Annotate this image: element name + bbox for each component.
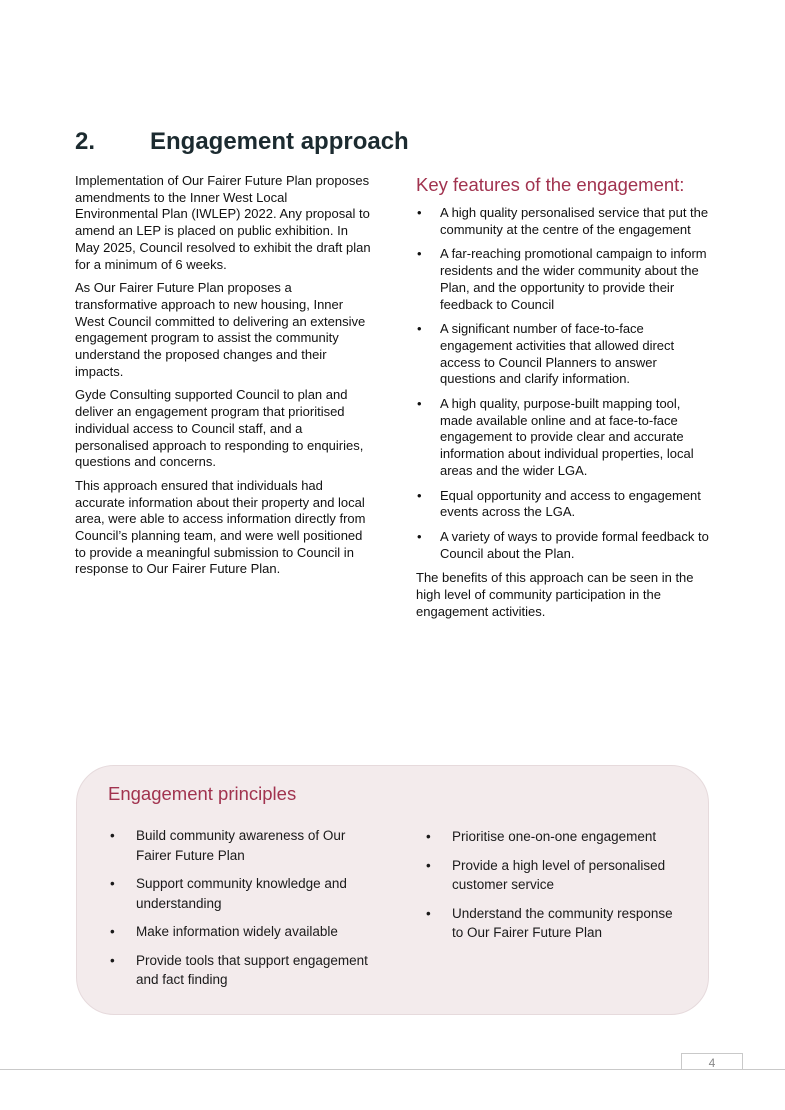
list-item	[424, 856, 684, 895]
bullet-icon: •	[110, 952, 115, 968]
bullet-icon: •	[426, 857, 431, 873]
list-item-text: Support community knowledge and understanding	[136, 876, 347, 911]
section-heading	[75, 128, 409, 156]
bullet-icon: •	[417, 396, 422, 412]
intro-paragraph: This approach ensured that individuals had accurate information about their property and local area, were able to access information directly from Council’s planning team, and were well positioned to provide a meaningful submission to Council in response to Our Fairer Future Plan.	[75, 477, 366, 577]
list-item-text: Provide tools that support engagement and fact finding	[136, 952, 368, 987]
bullet-icon: •	[110, 828, 115, 843]
list-item-text: Equal opportunity and access to engagement events across the LGA.	[440, 487, 701, 520]
list-item-text: A variety of ways to provide formal feedback to Council about the Plan.	[440, 528, 709, 561]
list-item-text: Prioritise one-on-one engagement	[452, 829, 657, 844]
section-number: 2.	[75, 128, 96, 155]
key-features-closing: The benefits of this approach can be seen in the high level of community participation in the engagement activities.	[416, 570, 694, 619]
key-features-column	[416, 173, 712, 620]
list-item	[424, 904, 684, 943]
list-item-text: Provide a high level of personalised customer service	[452, 857, 666, 892]
engagement-principles-panel	[76, 765, 709, 1015]
intro-paragraph: As Our Fairer Future Plan proposes a transformative approach to new housing, Inner West Council committed to delivering an extensive engagement program to assist the community understand the proposed changes and their impacts.	[75, 280, 366, 379]
section-title: Engagement approach	[150, 128, 409, 155]
list-item-text: A high quality personalised service that put the community at the centre of the engagement	[440, 205, 709, 237]
list-item	[416, 205, 712, 238]
list-item-text: A significant number of face-to-face engagement activities that allowed direct access to Council Planners to answer questions and clarify information.	[440, 321, 675, 387]
bullet-icon: •	[110, 876, 115, 891]
list-item	[108, 874, 368, 913]
principles-title: Engagement principles	[108, 783, 297, 804]
list-item-text: A far-reaching promotional campaign to inform residents and the wider community about the Plan, and the opportunity to provide their feedback to Council	[440, 246, 707, 312]
key-features-title: Key features of the engagement:	[416, 174, 685, 195]
list-item-text: Make information widely available	[136, 924, 338, 939]
list-item-text: Understand the community response to Our Fairer Future Plan	[452, 905, 673, 940]
key-features-list	[416, 205, 712, 562]
principles-list-right	[424, 827, 684, 952]
list-item	[416, 396, 712, 480]
list-item-text: Build community awareness of Our Fairer Future Plan	[136, 828, 346, 863]
bullet-icon: •	[110, 924, 115, 939]
bullet-icon: •	[426, 905, 431, 921]
intro-paragraph: Implementation of Our Fairer Future Plan proposes amendments to the Inner West Local Environmental Plan (IWLEP) 2022. Any proposal to amend an LEP is placed on public exhibition. In May 2025, Council resolved to exhibit the draft plan for a minimum of 6 weeks.	[75, 173, 371, 272]
intro-paragraph: Gyde Consulting supported Council to plan and deliver an engagement program that prioritised individual access to Council staff, and a personalised approach to responding to enquiries, questions and concerns.	[75, 387, 364, 470]
page-number: 4	[681, 1053, 743, 1069]
list-item	[416, 529, 712, 562]
list-item	[416, 488, 712, 521]
list-item	[416, 246, 712, 313]
bullet-icon: •	[426, 829, 431, 844]
bullet-icon: •	[417, 246, 422, 262]
list-item	[108, 951, 368, 990]
bullet-icon: •	[417, 528, 422, 544]
bullet-icon: •	[417, 321, 422, 337]
footer-divider	[0, 1069, 785, 1070]
list-item-text: A high quality, purpose-built mapping tool, made available online and at face-to-face engagement to provide clear and accurate information about individual properties, local areas and the wider LGA.	[440, 396, 694, 478]
principles-list-left	[108, 826, 368, 999]
bullet-icon: •	[417, 205, 422, 220]
list-item	[108, 922, 368, 942]
intro-column	[75, 173, 373, 585]
list-item	[424, 827, 684, 847]
list-item	[108, 826, 368, 865]
bullet-icon: •	[417, 487, 422, 503]
list-item	[416, 321, 712, 388]
